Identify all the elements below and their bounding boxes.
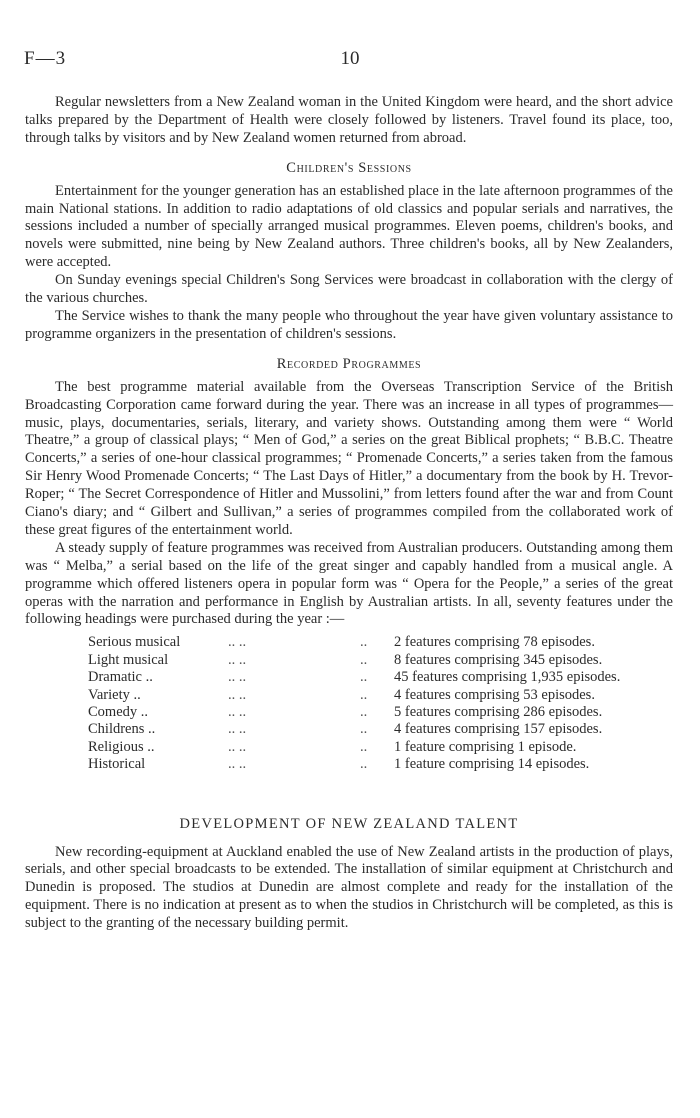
- paragraph: On Sunday evenings special Children's Song Services were broadcast in collaboration with the clergy of the various churches.: [25, 272, 673, 307]
- leader-dots: .. ..: [228, 756, 247, 773]
- leader-dots: .. ..: [228, 721, 247, 738]
- feature-detail: 5 features comprising 286 episodes.: [394, 704, 603, 720]
- feature-genre: Comedy ..: [88, 704, 149, 720]
- leader-dots: .. ..: [228, 634, 247, 651]
- leader-dots: .. ..: [228, 738, 247, 755]
- leader-dots: [294, 652, 360, 669]
- feature-genre: Dramatic ..: [88, 669, 153, 686]
- leader-dots: .. ..: [228, 686, 247, 703]
- leader-dots: .. ..: [228, 704, 247, 720]
- table-row: [88, 634, 644, 651]
- leader-dots: ..: [360, 634, 368, 651]
- page-number: 10: [340, 48, 360, 69]
- leader-dots: [294, 704, 360, 721]
- paragraph: Entertainment for the younger generation has an established place in the late afternoon programmes of the main National stations. In addition to radio adaptations of old classics and popular serials and narratives, the sessions included a number of specially arranged musical programmes. Eleven poems, children's books, and novels were submitted, nine being by New Zealand authors. Three children's books, all by New Zealanders, were accepted.: [25, 182, 673, 271]
- feature-genre: Historical: [88, 756, 146, 773]
- feature-genre: Serious musical: [88, 634, 181, 651]
- leader-dots: .. ..: [228, 669, 247, 686]
- feature-genre: Religious ..: [88, 738, 155, 755]
- leader-dots: [294, 669, 360, 686]
- feature-detail: 45 features comprising 1,935 episodes.: [394, 669, 621, 686]
- feature-genre: Light musical: [88, 651, 169, 668]
- leader-dots: ..: [360, 704, 368, 720]
- paragraph: The best programme material available from the Overseas Transcription Service of the British Broadcasting Corporation came forward during the year. There was an increase in all types of programmes—music, plays, documentaries, serials, literary, and variety shows. Outstanding among them were “ World Theatre,” a group of classical plays; “ Men of God,” a series on the great Biblical prophets; “ B.B.C. Theatre Concerts,” a series of one-hour classical programmes; “ Promenade Concerts,” a series taken from the famous Sir Henry Wood Promenade Concerts; “ The Last Days of Hitler,” a documentary from the book by H. Trevor-Roper; “ The Secret Correspondence of Hitler and Mussolini,” from letters found after the war and from Count Ciano's diary; and “ Gilbert and Sullivan,” a series of programmes compiled from the collaborated work of these great figures of the entertainment world.: [25, 378, 673, 538]
- feature-detail: 1 feature comprising 14 episodes.: [394, 756, 590, 773]
- leader-dots: ..: [360, 651, 368, 668]
- feature-detail: 4 features comprising 157 episodes.: [394, 721, 603, 738]
- leader-dots: .. ..: [228, 651, 247, 668]
- leader-dots: ..: [360, 721, 368, 738]
- leader-dots: ..: [360, 686, 368, 703]
- paragraph: The Service wishes to thank the many people who throughout the year have given voluntary assistance to programme organizers in the presentation of children's sessions.: [25, 307, 673, 342]
- feature-detail: 1 feature comprising 1 episode.: [394, 738, 577, 755]
- leader-dots: [294, 756, 360, 773]
- leader-dots: [294, 721, 360, 738]
- table-row: [88, 687, 644, 704]
- table-row: [88, 721, 644, 738]
- table-row: [88, 669, 644, 686]
- feature-genre: Variety ..: [88, 686, 141, 703]
- leader-dots: [294, 687, 360, 704]
- feature-detail: 4 features comprising 53 episodes.: [394, 686, 595, 703]
- section-heading-recorded-programmes: Recorded Programmes: [276, 355, 422, 372]
- feature-detail: 2 features comprising 78 episodes.: [394, 634, 595, 651]
- section-heading-development: DEVELOPMENT OF NEW ZEALAND TALENT: [179, 815, 519, 832]
- section-heading-childrens-sessions: Children's Sessions: [286, 159, 412, 176]
- document-body: [25, 94, 673, 933]
- page-reference: F—3: [24, 48, 67, 69]
- paragraph: A steady supply of feature programmes was received from Australian producers. Outstanding among them was “ Melba,” a serial based on the life of the great singer and capably handled from a musical angle. A programme which offered listeners opera in popular form was “ Opera for the People,” a series of the great operas with the narration and performance in English by Australian artists. In all, seventy features under the following headings were purchased during the year :—: [25, 539, 673, 628]
- table-row: [88, 652, 644, 669]
- page-header: [24, 48, 676, 70]
- intro-paragraph: Regular newsletters from a New Zealand woman in the United Kingdom were heard, and the short advice talks prepared by the Department of Health were closely followed by listeners. Travel found its place, too, through talks by visitors and by New Zealand women returned from abroad.: [25, 94, 673, 146]
- leader-dots: ..: [360, 756, 368, 773]
- feature-genre: Childrens ..: [88, 721, 156, 738]
- paragraph: New recording-equipment at Auckland enabled the use of New Zealand artists in the production of plays, serials, and other special broadcasts to be extended. The installation of similar equipment at Christchurch and Dunedin is proposed. The studios at Dunedin are almost complete and ready for the installation of the equipment. There is no indication at present as to when the studios in Christchurch will be completed, as this is subject to the granting of the necessary building permit.: [25, 843, 673, 932]
- table-row: [88, 756, 644, 773]
- leader-dots: ..: [360, 738, 368, 755]
- leader-dots: [294, 739, 360, 756]
- table-row: [88, 704, 644, 721]
- leader-dots: ..: [360, 669, 368, 686]
- feature-detail: 8 features comprising 345 episodes.: [394, 651, 603, 668]
- features-table: [88, 634, 644, 773]
- leader-dots: [294, 634, 360, 651]
- table-row: [88, 739, 644, 756]
